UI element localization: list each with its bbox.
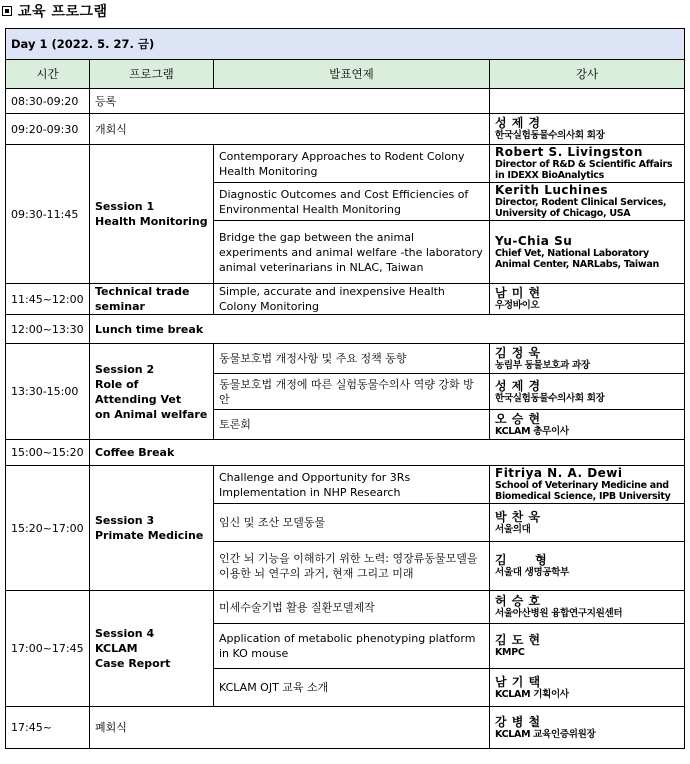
topic-cell: 미세수술기법 활용 질환모델제작 [214,591,490,624]
topic-cell: Diagnostic Outcomes and Cost Efficiencies of Environmental Health Monitoring [214,183,490,221]
speaker-name: 남 기 택 [495,674,541,689]
time-cell: 08:30-09:20 [6,89,90,114]
time-cell: 13:30-15:00 [6,344,90,440]
program-cell: Lunch time break [90,315,685,344]
topic-cell: 동물보호법 개정사항 및 주요 정책 동향 [214,344,490,374]
table-row [6,344,685,374]
col-header-topic: 발표연제 [214,60,490,89]
program-cell: 개회식 [90,114,490,145]
speaker-affiliation: KMPC [495,647,525,658]
speaker-cell [490,707,685,749]
time-cell: 11:45~12:00 [6,284,90,315]
program-cell: 등록 [90,89,490,114]
speaker-name: 남 미 현 [495,286,541,300]
speaker-name: 성 제 경 [495,378,541,393]
speaker-affiliation: Director, Rodent Clinical Services, University of Chicago, USA [495,197,667,219]
section-heading [2,0,108,22]
topic-cell: 임신 및 조산 모델동물 [214,504,490,542]
speaker-name: 김 정 욱 [495,345,541,360]
topic-cell: 인간 뇌 기능을 이해하기 위한 노력: 영장류동물모델을 이용한 뇌 연구의 과거, 현재 그리고 미래 [214,542,490,591]
speaker-cell [490,624,685,669]
day-row [6,29,685,60]
topic-cell: Simple, accurate and inexpensive Health Colony Monitoring [214,284,490,315]
speaker-name: 오 승 현 [495,411,541,426]
speaker-name: Kerith Luchines [495,183,608,197]
speaker-name: 성 제 경 [495,116,541,130]
topic-cell: 토론회 [214,410,490,440]
time-cell: 17:45~ [6,707,90,749]
speaker-cell [490,221,685,284]
table-row [6,89,685,114]
time-cell: 15:00~15:20 [6,440,90,466]
speaker-name: Fitriya N. A. Dewi [495,466,623,480]
speaker-cell [490,591,685,624]
speaker-name: Yu-Chia Su [495,233,573,248]
speaker-cell [490,344,685,374]
speaker-affiliation: 서울아산병원 융합연구지원센터 [495,608,623,619]
day-label: Day 1 (2022. 5. 27. 금) [6,29,685,60]
table-row [6,466,685,504]
speaker-cell [490,466,685,504]
square-bullet-icon [2,6,12,16]
topic-cell: Application of metabolic phenotyping platform in KO mouse [214,624,490,669]
table-row [6,145,685,183]
table-row [6,707,685,749]
speaker-affiliation: 한국실험동물수의사회 회장 [495,130,605,141]
heading-text: 교육 프로그램 [18,4,108,20]
speaker-affiliation: Director of R&D & Scientific Affairs in IDEXX BioAnalytics [495,159,673,181]
speaker-cell [490,89,685,114]
col-header-speaker: 강사 [490,60,685,89]
table-row [6,315,685,344]
time-cell: 12:00~13:30 [6,315,90,344]
topic-cell: 동물보호법 개정에 따른 실험동물수의사 역량 강화 방안 [214,374,490,410]
speaker-affiliation: 한국실험동물수의사회 회장 [495,392,605,404]
session-cell: Session 1 Health Monitoring [90,145,214,284]
speaker-name: 강 병 철 [495,714,541,729]
speaker-cell [490,114,685,145]
session-cell: Session 4 KCLAM Case Report [90,591,214,707]
speaker-affiliation: Chief Vet, National Laboratory Animal Center, NARLabs, Taiwan [495,247,659,270]
topic-cell: Contemporary Approaches to Rodent Colony Health Monitoring [214,145,490,183]
speaker-affiliation: KCLAM 교육인증위원장 [495,728,596,740]
speaker-cell [490,284,685,315]
speaker-name: 김 형 [495,553,548,567]
topic-cell: Bridge the gap between the animal experiments and animal welfare -the laboratory animal veterinarians in NLAC, Taiwan [214,221,490,284]
speaker-cell [490,669,685,707]
speaker-name: 허 승 호 [495,594,541,608]
time-cell: 15:20~17:00 [6,466,90,591]
table-row [6,440,685,466]
program-cell: Technical trade seminar [90,284,214,315]
speaker-affiliation: 농림부 동물보호과 과장 [495,359,590,371]
session-cell: Session 2 Role of Attending Vet on Animal welfare [90,344,214,440]
col-header-time: 시간 [6,60,90,89]
speaker-cell [490,374,685,410]
speaker-affiliation: 서울대 생명공학부 [495,567,570,578]
topic-cell: KCLAM OJT 교육 소개 [214,669,490,707]
session-cell: Session 3 Primate Medicine [90,466,214,591]
program-cell: Coffee Break [90,440,685,466]
table-row [6,114,685,145]
program-table [5,28,685,749]
topic-cell: Challenge and Opportunity for 3Rs Implementation in NHP Research [214,466,490,504]
table-row [6,284,685,315]
col-header-program: 프로그램 [90,60,214,89]
speaker-name: Robert S. Livingston [495,145,643,159]
time-cell: 17:00~17:45 [6,591,90,707]
speaker-affiliation: KCLAM 기획이사 [495,688,569,700]
time-cell: 09:20-09:30 [6,114,90,145]
header-row [6,60,685,89]
table-row [6,591,685,624]
speaker-affiliation: School of Veterinary Medicine and Biomedical Science, IPB University [495,480,671,502]
program-cell: 폐회식 [90,707,490,749]
speaker-cell [490,183,685,221]
speaker-cell [490,542,685,591]
speaker-affiliation: 서울의대 [495,523,531,535]
speaker-name: 박 찬 욱 [495,509,541,524]
speaker-cell [490,410,685,440]
speaker-cell [490,504,685,542]
speaker-affiliation: 우정바이오 [495,300,540,311]
speaker-affiliation: KCLAM 총무이사 [495,425,569,437]
speaker-name: 김 도 현 [495,633,541,647]
speaker-cell [490,145,685,183]
time-cell: 09:30-11:45 [6,145,90,284]
